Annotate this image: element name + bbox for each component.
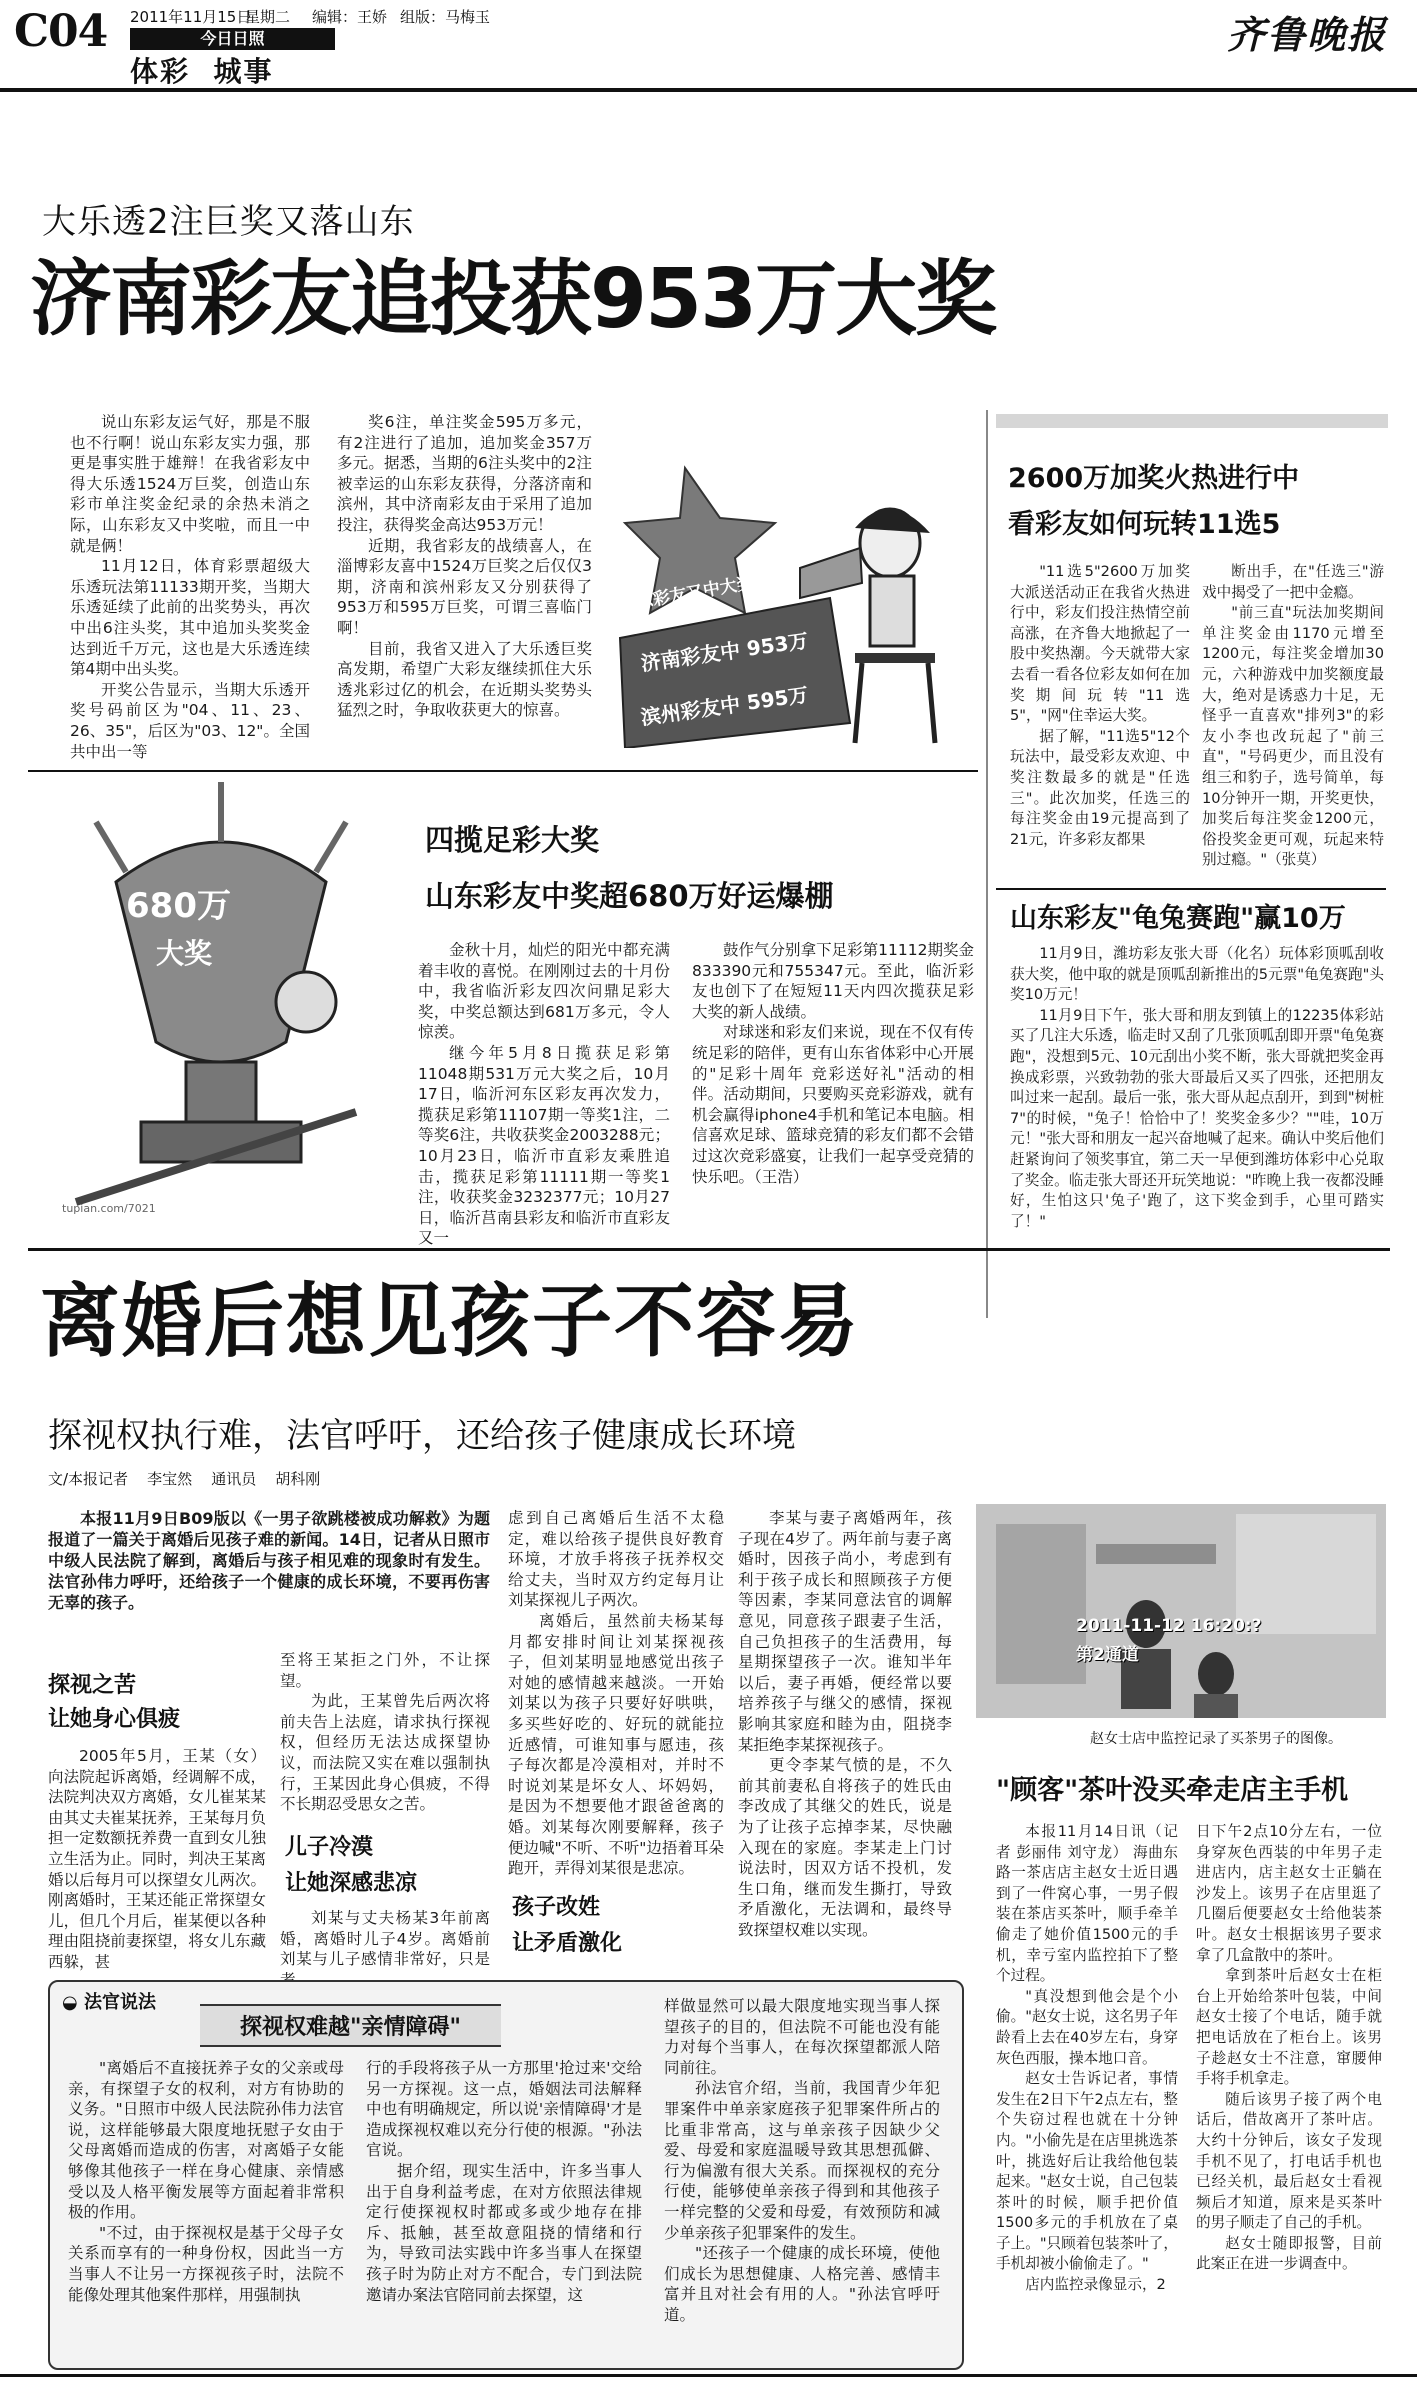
story1-col2 xyxy=(337,412,592,721)
story3-headline2: 山东彩友中奖超680万好运爆棚 xyxy=(425,879,834,913)
paragraph: 离婚后，虽然前夫杨某每月都安排时间让刘某探视孩子，但刘某明显地感觉出孩子对她的感情越来越淡。一开始刘某以为孩子只要好好哄哄，多买些好吃的、好玩的就能拉近感情，可谁知事与愿违，孩子每次都是冷漠相对，并时不时说刘某是坏女人、坏妈妈，是因为不想要他才跟爸爸离的婚。刘某每次刚要解释，孩子便边喊"不听、不听"边捂着耳朵跑开，弄得刘某很是悲凉。 xyxy=(508,1611,724,1878)
paragraph: 赵女士随即报警，目前此案正在进一步调查中。 xyxy=(1196,2234,1382,2273)
paragraph: 孙法官介绍，当前，我国青少年犯罪案件中单亲家庭孩子犯罪案件所占的比重非常高，这与单亲孩子因缺少父爱、母爱和家庭温暖导致其思想孤僻、行为偏激有很大关系。而探视权的充分行使，能够使单亲孩子得到和其他孩子一样完整的父爱和母爱，有效预防和减少单亲孩子犯罪案件的发生。 xyxy=(664,2079,940,2242)
paragraph: 李某与妻子离婚两年，孩子现在4岁了。两年前与妻子离婚时，因孩子尚小，考虑到有利于孩子成长和照顾孩子方便等因素，李某同意法官的调解意见，同意孩子跟妻子生活，自己负担孩子的生活费用，每星期探望孩子一次。谁知半年以后，妻子再婚，便经常以要培养孩子与继父的感情，探视影响其家庭和睦为由，阻挠李某拒绝李某探视孩子。 xyxy=(738,1509,952,1754)
story2-headline1: 2600万加奖火热进行中 xyxy=(1008,463,1300,494)
story5-sub2b: 让她深感悲凉 xyxy=(285,1871,418,1896)
photo-timestamp: 2011-11-12 16:20:? xyxy=(1076,1616,1262,1636)
story2-headline2: 看彩友如何玩转11选5 xyxy=(1008,509,1281,540)
paragraph: "离婚后不直接抚养子女的父亲或母亲，有探望子女的权利，对方有协助的义务。"日照市中级人民法院孙伟力法官说，这样能够最大限度地抚慰子女由于父母离婚而造成的伤害，对离婚子女能够像其他孩子一样在身心健康、亲情感受以及人格平衡发展等方面起着非常积极的作用。 xyxy=(68,2059,344,2222)
story5-col3 xyxy=(508,1508,724,1879)
story4-body xyxy=(1010,944,1384,1232)
story5-sub1b: 让她身心俱疲 xyxy=(48,1707,181,1732)
page-header xyxy=(0,0,1417,88)
paragraph: 奖6注，单注奖金595万多元，有2注进行了追加，追加奖金357万多元。据悉，当期的6注头奖中的2注被幸运的山东彩友获得，分落济南和滨州，其中济南彩友由于采用了追加投注，获得奖金高达953万元！ xyxy=(337,413,592,534)
header-layout: 组版：马梅玉 xyxy=(400,8,491,26)
story5-sub3a: 孩子改姓 xyxy=(512,1895,601,1920)
paragraph: 说山东彩友运气好，那是不服也不行啊！说山东彩友实力强，那更是事实胜于雄辩！在我省彩友中得大乐透1524万巨奖，创造山东彩市单注奖金纪录的余热未消之际，山东彩友又中奖啦，而且一中就是俩！ xyxy=(70,413,310,555)
lottery-illustration xyxy=(600,448,970,748)
story5-subhead: 探视权执行难，法官呼吁，还给孩子健康成长环境 xyxy=(48,1416,796,1456)
header-weekday: 星期二 xyxy=(245,8,291,26)
story2-headline-box xyxy=(996,414,1388,428)
story5-col4 xyxy=(738,1508,952,1940)
paragraph: 样做显然可以最大限度地实现当事人探望孩子的目的，但法院不可能也没有能力对每个当事人，在每次探望都派人陪同前往。 xyxy=(664,1997,940,2077)
paragraph: "前三直"玩法加奖期间单注奖金由1170元增至1200元，每注奖金增加30元，六种游戏中加奖额度最大，绝对是诱惑力十足，无怪乎一直喜欢"排列3"的彩友小李也改玩起了"前三直"，"号码更少，而且没有组三和豹子，选号简单，每10分钟开一期，开奖更快，加奖后每注奖金1200元，俗投奖金更可观，玩起来特别过瘾。"（张莫） xyxy=(1202,604,1384,869)
paragraph: 金秋十月，灿烂的阳光中都充满着丰收的喜悦。在刚刚过去的十月份中，我省临沂彩友四次问鼎足彩大奖，中奖总额达到681万多元，令人惊羡。 xyxy=(418,941,670,1042)
photo-channel: 第2通道 xyxy=(1076,1645,1139,1665)
story1-headline: 济南彩友追投获953万大奖 xyxy=(30,252,996,347)
column-divider xyxy=(986,410,988,1318)
paragraph: 本报11月9日B09版以《一男子欲跳楼被成功解救》为题报道了一篇关于离婚后见孩子难的新闻。14日，记者从日照市中级人民法院了解到，离婚后与孩子相见难的现象时有发生。法官孙伟力呼吁，还给孩子一个健康的成长环境，不要再伤害无辜的孩子。 xyxy=(48,1509,490,1612)
paragraph: 鼓作气分别拿下足彩第11112期奖金833390元和755347元。至此，临沂彩友也创下了在短短11天内四次揽获足彩大奖的新人战绩。 xyxy=(692,941,974,1021)
story1-kicker: 大乐透2注巨奖又落山东 xyxy=(42,202,415,242)
judge-box-title: 探视权难越"亲情障碍" xyxy=(200,2004,501,2047)
paragraph: 本报11月14日讯（记者 彭丽伟 刘守龙） 海曲东路一茶店店主赵女士近日遇到了一件窝心事，一男子假装在茶店买茶叶，顺手牵羊偷走了她价值1500元的手机，幸亏室内监控拍下了整个过程。 xyxy=(996,1823,1178,1985)
paragraph: "不过，由于探视权是基于父母子女关系而享有的一种身份权，因此当一方当事人不让另一方探视孩子时，法院不能像处理其他案件那样，用强制执 xyxy=(68,2223,344,2304)
section-divider xyxy=(28,1248,1390,1251)
story5-byline: 文/本报记者 李宝然 通讯员 胡科刚 xyxy=(48,1470,321,1488)
paragraph: "真没想到他会是个小偷。"赵女士说，这名男子年龄看上去在40岁左右，身穿灰色西服，操本地口音。 xyxy=(996,1987,1178,2067)
header-editor: 编辑：王娇 xyxy=(312,8,388,26)
story5-sub2a: 儿子冷漠 xyxy=(285,1835,374,1860)
judge-box xyxy=(48,1980,964,2370)
paragraph: 11月9日下午，张大哥和朋友到镇上的12235体彩站买了几注大乐透，临走时又刮了几张顶呱刮即开票"龟兔赛跑"，没想到5元、10元刮出小奖不断，张大哥就把奖金再换成彩票，兴致勃勃的张大哥最后又买了四张，还把朋友叫过来一起刮。最后一张，张大哥从起点刮开，到到"树桩7"的时候，"兔子！恰恰中了！奖奖金多少？""哇，10万元！"张大哥和朋友一起兴奋地喊了起来。确认中奖后他们赶紧询问了领奖事宜，第二天一早便到潍坊体彩中心兑取了奖金。临走张大哥还开玩笑地说："昨晚上我一夜都没睡好，生怕这只'兔子'跑了，这下奖金到手，心里可踏实了！" xyxy=(1010,1006,1384,1230)
paragraph: 据介绍，现实生活中，许多当事人出于自身利益考虑，在对方依照法律规定行使探视权时都或多或少地存在排斥、抵触，甚至故意阻挠的情绪和行为，导致司法实践中许多当事人在探望孩子时为防止对方不配合，专门到法院邀请办案法官陪同前去探望，这 xyxy=(366,2161,642,2304)
story3-col1 xyxy=(418,940,670,1249)
story-divider xyxy=(28,770,978,772)
paragraph: 店内监控录像显示，2 xyxy=(1025,2276,1166,2294)
paragraph: 11月9日，潍坊彩友张大哥（化名）玩体彩顶呱刮收获大奖，他中取的就是顶呱刮新推出的5元票"龟兔赛跑"头奖10万元！ xyxy=(1010,945,1384,1004)
gavel-icon: ◒ xyxy=(62,1992,78,2013)
story5-sub3b: 让矛盾激化 xyxy=(512,1931,623,1956)
illustration-line2: 滨州彩友中 595万 xyxy=(639,682,810,730)
story-divider xyxy=(996,888,1386,890)
paragraph: 刘某与丈夫杨某3年前离婚，离婚时儿子4岁。离婚前刘某与儿子感情非常好，只是 xyxy=(280,1909,490,1969)
paragraph: 11月12日，体育彩票超级大乐透玩法第11133期开奖，当期大乐透延续了此前的出奖势头，再次中出6注头奖，其中追加头奖奖金达到近千万元，这也是大乐透连续第4期中出头奖。 xyxy=(70,557,310,679)
paragraph: 继今年5月8日揽获足彩第11048期531万元大奖之后，10月17日，临沂河东区彩友再次发力，揽获足彩第11107期一等奖1注，二等奖6注，共收获奖金2003288元；10月23日，临沂市直彩友乘胜追击，揽获足彩第11111期一等奖1注，收获奖金3232377元；10月27日，临沂莒南县彩友和临沂市直彩友又一 xyxy=(418,1043,670,1248)
illustration-line1: 济南彩友中 953万 xyxy=(639,628,810,676)
story5-headline: 离婚后想见孩子不容易 xyxy=(40,1275,860,1368)
judge-box-col3 xyxy=(664,1996,940,2326)
story5-col2b xyxy=(280,1908,490,1990)
story3-col2 xyxy=(692,940,974,1187)
paragraph: 行的手段将孩子从一方那里'抢过来'交给另一方探视。这一点，婚姻法司法解释中也有明确规定，所以说'亲情障碍'才是造成探视权难以充分行使的根源。"孙法官说。 xyxy=(366,2059,642,2160)
paragraph: 日下午2点10分左右，一位身穿灰色西装的中年男子走进店内，店主赵女士正躺在沙发上。该男子在店里逛了几圈后便要赵女士给他装茶叶。赵女士根据该男子要求拿了几盒散中的茶叶。 xyxy=(1196,1823,1382,1964)
footer-rule xyxy=(0,2374,1417,2377)
judge-box-tag xyxy=(62,1988,156,2014)
judge-tag-label: 法官说法 xyxy=(84,1992,156,2013)
story6-col2 xyxy=(1196,1822,1382,2275)
section-title: 体彩 城事 xyxy=(130,55,274,88)
judge-box-col1 xyxy=(68,2058,344,2305)
paragraph: "11选5"2600万加奖大派送活动正在我省火热进行中，彩友们投注热情空前高涨，在齐鲁大地掀起了一股中奖热潮。今天就带大家去看一看各位彩友如何在加奖期间玩转"11选5"，"网"住幸运大奖。 xyxy=(1010,563,1190,725)
page-number: C04 xyxy=(14,6,108,57)
paragraph: 目前，我省又进入了大乐透巨奖高发期，希望广大彩友继续抓住大乐透兆彩过亿的机会，在近期头奖势头猛烈之时，争取收获更大的惊喜。 xyxy=(337,639,592,720)
story2-col2 xyxy=(1202,562,1384,871)
paragraph: 虑到自己离婚后生活不太稳定，难以给孩子提供良好教育环境，才放手将孩子抚养权交给丈夫，当时双方约定每月让刘某探视儿子两次。 xyxy=(508,1509,724,1610)
story1-col1 xyxy=(70,412,310,762)
story2-col1 xyxy=(1010,562,1190,850)
masthead-logo: 齐鲁晚报 xyxy=(1226,12,1387,57)
trophy-graphic xyxy=(56,782,386,1232)
header-rule xyxy=(0,88,1417,92)
surveillance-photo xyxy=(976,1504,1386,1718)
paragraph: 至将王某拒之门外，不让探望。 xyxy=(280,1651,490,1690)
paragraph: 为此，王某曾先后两次将前夫告上法庭，请求执行探视权，但经历无法达成探望协议，而法院又实在难以强制执行，王某因此身心俱疲，不得不长期忍受思女之苦。 xyxy=(280,1692,490,1814)
paragraph: 断出手，在"任选三"游戏中揭受了一把中金瘾。 xyxy=(1202,563,1384,601)
paragraph: 赵女士告诉记者，事情发生在2日下午2点左右，整个失窃过程也就在十分钟内。"小偷先是在店里挑选茶叶，挑选好后让我给他包装起来。"赵女士说，自己包装茶叶的时候，顺手把价值1500多元的手机放在了桌子上。"只顾着包装茶叶了，手机却被小偷偷走了。" xyxy=(996,2070,1178,2273)
trophy-illustration xyxy=(56,782,386,1232)
paragraph: "还孩子一个健康的成长环境，使他们成长为思想健康、人格完善、感情丰富并且对社会有用的人。"孙法官呼吁道。 xyxy=(664,2244,940,2324)
story6-col1 xyxy=(996,1822,1178,2296)
story5-col2 xyxy=(280,1650,490,1815)
paragraph: 随后该男子接了两个电话后，借故离开了茶叶店。大约十分钟后，该女子发现手机不见了，打电话手机也已经关机，最后赵女士看视频后才知道，原来是买茶叶的男子顺走了自己的手机。 xyxy=(1196,2090,1382,2232)
story5-sub1a: 探视之苦 xyxy=(48,1673,137,1698)
photo-caption: 赵女士店中监控记录了买茶男子的图像。 xyxy=(1090,1731,1342,1747)
story6-headline: "顾客"茶叶没买牵走店主手机 xyxy=(996,1775,1349,1806)
paragraph: 2005年5月，王某（女）向法院起诉离婚，经调解不成，法院判决双方离婚，女儿崔某某由其丈夫崔某抚养，王某每月负担一定数额抚养费一直到女儿独立生活为止。同时，判决王某离婚以后每月可以探望女儿两次。刚离婚时，王某还能正常探望女儿，但几个月后，崔某便以各种理由阻挠前妻探望，将女儿东藏西躲，甚 xyxy=(48,1747,266,1971)
illustration-banner: 山东彩友又中大奖啦 xyxy=(617,569,773,617)
trophy-credit: tupian.com/7021 xyxy=(62,1202,156,1215)
section-tag: 今日日照 xyxy=(130,28,335,50)
story5-col1 xyxy=(48,1746,266,1973)
judge-box-col2 xyxy=(366,2058,642,2305)
story5-lead xyxy=(48,1508,490,1613)
paragraph: 据了解，"11选5"12个玩法中，最受彩友欢迎、中奖注数最多的就是"任选三"。此次加奖，任选三的每注奖金由19元提高到了21元，许多彩友都果 xyxy=(1010,727,1190,848)
paragraph: 更令李某气愤的是，不久前其前妻私自将孩子的姓氏由李改成了其继父的姓氏，说是为了让孩子忘掉李某，尽快融入现在的家庭。李某走上门讨说法时，因双方话不投机，发生口角，继而发生撕打，导致矛盾激化，无法调和，最终导致探望权难以实现。 xyxy=(738,1756,952,1939)
story4-headline: 山东彩友"龟兔赛跑"赢10万 xyxy=(1010,903,1346,934)
paragraph: 拿到茶叶后赵女士在柜台上开始给茶叶包装，中间赵女士接了个电话，随手就把电话放在了柜台上。该男子趁赵女士不注意，窜腰伸手将手机拿走。 xyxy=(1196,1967,1382,2088)
paragraph: 对球迷和彩友们来说，现在不仅有传统足彩的陪伴，更有山东省体彩中心开展的"足彩十周年 竞彩送好礼"活动的相伴。活动期间，只要购买竞彩游戏，就有机会赢得iphone4手机和笔记本电脑。相信喜欢足球、篮球竞猜的彩友们都不会错过这次竞彩盛宴，让我们一起享受竞猜的快乐吧。（王浩） xyxy=(692,1023,974,1186)
paragraph: 开奖公告显示，当期大乐透开奖号码前区为"04、11、23、26、35"，后区为"03、12"。全国共中出一等 xyxy=(70,680,310,761)
paragraph: 近期，我省彩友的战绩喜人，在淄博彩友喜中1524万巨奖之后仅仅3期，济南和滨州彩友又分别获得了953万和595万巨奖，可谓三喜临门啊！ xyxy=(337,536,592,637)
header-date: 2011年11月15日 xyxy=(130,8,252,26)
trophy-amount: 680万 xyxy=(126,886,231,926)
trophy-label: 大奖 xyxy=(156,937,213,970)
photo-graphic xyxy=(976,1504,1386,1718)
story3-headline1: 四揽足彩大奖 xyxy=(425,823,600,857)
